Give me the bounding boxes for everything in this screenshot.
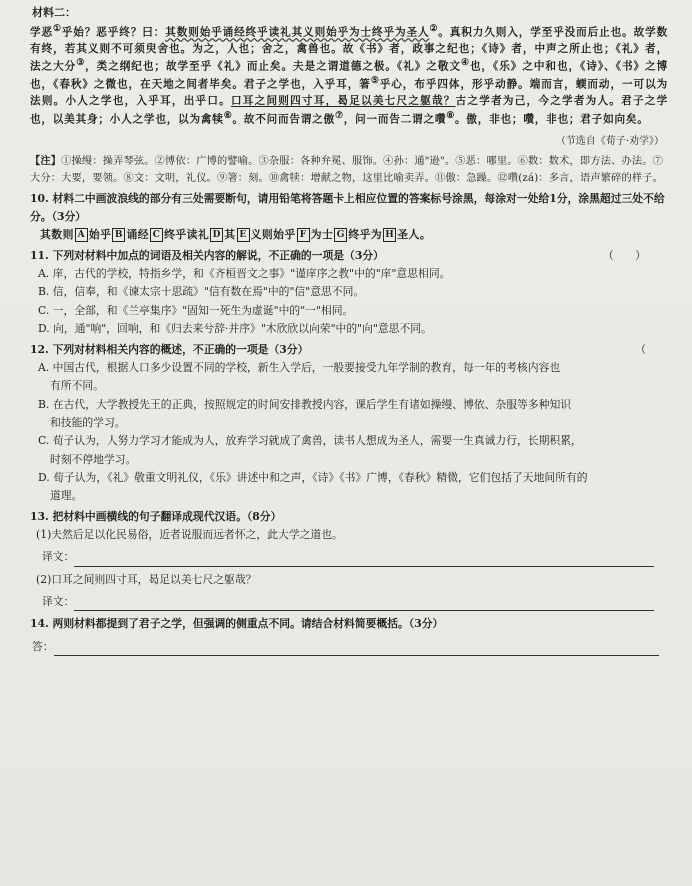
option-a[interactable]: A. 中国古代，根据人口多少设置不同的学校，新生入学后，一般要接受九年学制的教育，每一年的考核内容也: [38, 360, 561, 374]
answer-paren[interactable]: （: [635, 342, 646, 356]
question-14-title: 14. 两则材料都提到了君子之学，但强调的侧重点不同。请结合材料简要概括。（3分）: [30, 617, 444, 631]
passage-text: 乎始？恶乎终？曰：: [61, 26, 166, 39]
question-11: [30, 247, 668, 339]
answer-box-c[interactable]: C: [150, 228, 163, 242]
footnote-mark: ⑦: [334, 110, 344, 121]
answer-box-a[interactable]: A: [75, 228, 88, 242]
option-d[interactable]: D. 向，通"响"，回响，和《归去来兮辞·并序》"木欣欣以向荣"中的"向"意思不同。: [38, 322, 432, 336]
passage-text: ，类之纲纪也；故学至乎《礼》而止矣。夫是之谓道德之极。《礼》之敬文: [85, 60, 461, 73]
passage-text: 古之学者为己，今之学者为人。君子之学也，以美其身；小人之学也，以为禽犊: [30, 95, 668, 126]
option-c[interactable]: C. 荀子认为，人努力学习才能成为人，放弃学习就成了禽兽，读书人想成为圣人，需要一生真诚力行，长期积累，: [38, 434, 582, 448]
answer-box-b[interactable]: B: [112, 228, 125, 242]
answer-box-e[interactable]: E: [237, 228, 250, 242]
question-14: [30, 615, 668, 656]
answer-box-f[interactable]: F: [297, 228, 310, 242]
notes-text: ①操缦：操弄琴弦。②博依：广博的譬喻。③杂服：各种弁冕、服饰。④孙：通"逊"。⑤恶：哪里。⑥数：数术，即方法、办法。⑦大分：大要，要领。⑧文：文明，礼仪。⑨箸：刻。⑩禽犊：增献之物，这里比喻卖弄。⑪傲：急躁。⑫囋(zá)：多言，语声繁碎的样子。: [30, 156, 664, 184]
passage-source: （节选自《荀子·劝学》）: [555, 135, 664, 147]
translation-label: 译文：: [42, 550, 75, 564]
segment: 诵经: [126, 228, 150, 242]
footnote-mark: ⑥: [223, 110, 233, 121]
question-11-text: 11. 下列对材料中加点的词语及相关内容的解说，不正确的一项是（3分）: [30, 248, 384, 262]
segment: 始乎: [88, 228, 112, 242]
segment: 其数则: [40, 228, 74, 242]
material-heading: 材料二：: [32, 6, 76, 19]
option-c[interactable]: C. 一，全部，和《兰亭集序》"固知一死生为虚诞"中的"一"相同。: [38, 303, 354, 317]
passage-text: 。故不问而告谓之傲: [232, 113, 335, 126]
question-10-answer-boxes: [30, 226, 668, 244]
option-b[interactable]: B. 在古代，大学教授先王的正典，按照规定的时间安排教授内容，课后学生有诸如操缦、博依、杂服等多种知识: [38, 397, 572, 411]
passage-text: 乎心，布乎四体，形乎动静。端而言，蝡而动，一可以为法则。小人之学也，入乎耳，出乎口。: [30, 78, 669, 108]
option-d-cont: 道理。: [50, 489, 83, 503]
question-12-text: 12. 下列对材料相关内容的概述，不正确的一项是（3分）: [30, 342, 309, 356]
footnote-mark: ④: [461, 58, 470, 69]
annotation-notes: [30, 153, 668, 188]
footnote-mark: ⑧: [446, 110, 455, 121]
option-c-cont: 时刻不停地学习。: [50, 452, 137, 466]
question-13-title: 13. 把材料中画横线的句子翻译成现代汉语。（8分）: [30, 509, 282, 523]
segment: 为士: [310, 228, 334, 242]
passage-text: 。真积力久则入，学至乎没而后止也。故学数有终，若其义则不可须臾舍也。为之，人也；舍之，禽兽也。故《书》者，政事之纪也；《诗》者，中声之所止也；《礼》者，法之大分: [30, 26, 668, 73]
answer-line[interactable]: [74, 554, 654, 567]
passage-text: 。傲，非也；囋，非也；君子如向矣。: [454, 113, 649, 126]
option-a[interactable]: A. 庠，古代的学校，特指乡学，和《齐桓晋文之事》"谨庠序之教"中的"庠"意思相同。: [38, 267, 451, 281]
answer-line[interactable]: [74, 598, 654, 611]
segment: 其: [224, 228, 236, 242]
option-b[interactable]: B. 信，信奉，和《谏太宗十思疏》"信有数在焉"中的"信"意思不同。: [38, 285, 365, 299]
answer-box-h[interactable]: H: [385, 230, 395, 241]
option-b-cont: 和技能的学习。: [50, 415, 126, 429]
answer-paren[interactable]: （ ）: [602, 248, 646, 262]
footnote-mark: ⑤: [370, 76, 380, 87]
wavy-underlined-sentence: 其数则始乎诵经终乎读礼其义则始乎为士终乎为圣人: [165, 26, 430, 39]
question-10: [30, 190, 668, 245]
notes-label: 【注】: [30, 155, 62, 168]
footnote-mark: ①: [52, 24, 62, 35]
option-a-cont: 有所不同。: [50, 379, 104, 393]
underlined-sentence: 口耳之间则四寸耳，曷足以美七尺之躯哉？: [230, 95, 456, 108]
option-d[interactable]: D. 荀子认为，《礼》敬重文明礼仪，《乐》讲述中和之声，《诗》《书》广博，《春秋》精微，它们包括了天地间所有的: [38, 470, 588, 484]
translation-label: 译文：: [42, 594, 75, 608]
segment: 义则始乎: [250, 228, 296, 242]
material-passage: [30, 23, 668, 128]
translation-row-1: [30, 548, 668, 566]
passage-text: ，问一而告二谓之囋: [343, 113, 447, 126]
answer-box-d[interactable]: D: [210, 228, 223, 242]
translation-row-2: [30, 593, 668, 611]
question-11-title: [30, 247, 668, 265]
answer-line[interactable]: [54, 643, 659, 656]
answer-row: [30, 638, 668, 656]
question-13: [30, 508, 668, 612]
segment: 终乎为: [348, 228, 383, 242]
passage-text: 学恶: [30, 26, 53, 39]
question-12-title: [30, 341, 668, 359]
segment: 终乎读礼: [164, 228, 210, 242]
footnote-mark: ③: [76, 58, 86, 69]
answer-box-g[interactable]: G: [334, 228, 347, 242]
answer-label: 答：: [32, 639, 54, 653]
segment: 圣人。: [397, 228, 432, 242]
question-12: [30, 341, 668, 506]
sentence-2: (2)口耳之间则四寸耳，曷足以美七尺之躯哉？: [36, 572, 257, 586]
sentence-1: (1)夫然后足以化民易俗，近者说服而远者怀之，此大学之道也。: [36, 527, 343, 541]
question-10-title: 10. 材料二中画波浪线的部分有三处需要断句，请用铅笔将答题卡上相应位置的答案标号涂黑，每涂对一处给1分，涂黑超过三处不给分。（3分）: [30, 191, 665, 224]
passage-text: 也，《乐》之中和也，《诗》、《书》之博也，《春秋》之微也，在天地之间者毕矣。君子之学也，入乎耳，箸: [30, 60, 668, 91]
footnote-mark: ②: [429, 24, 439, 35]
